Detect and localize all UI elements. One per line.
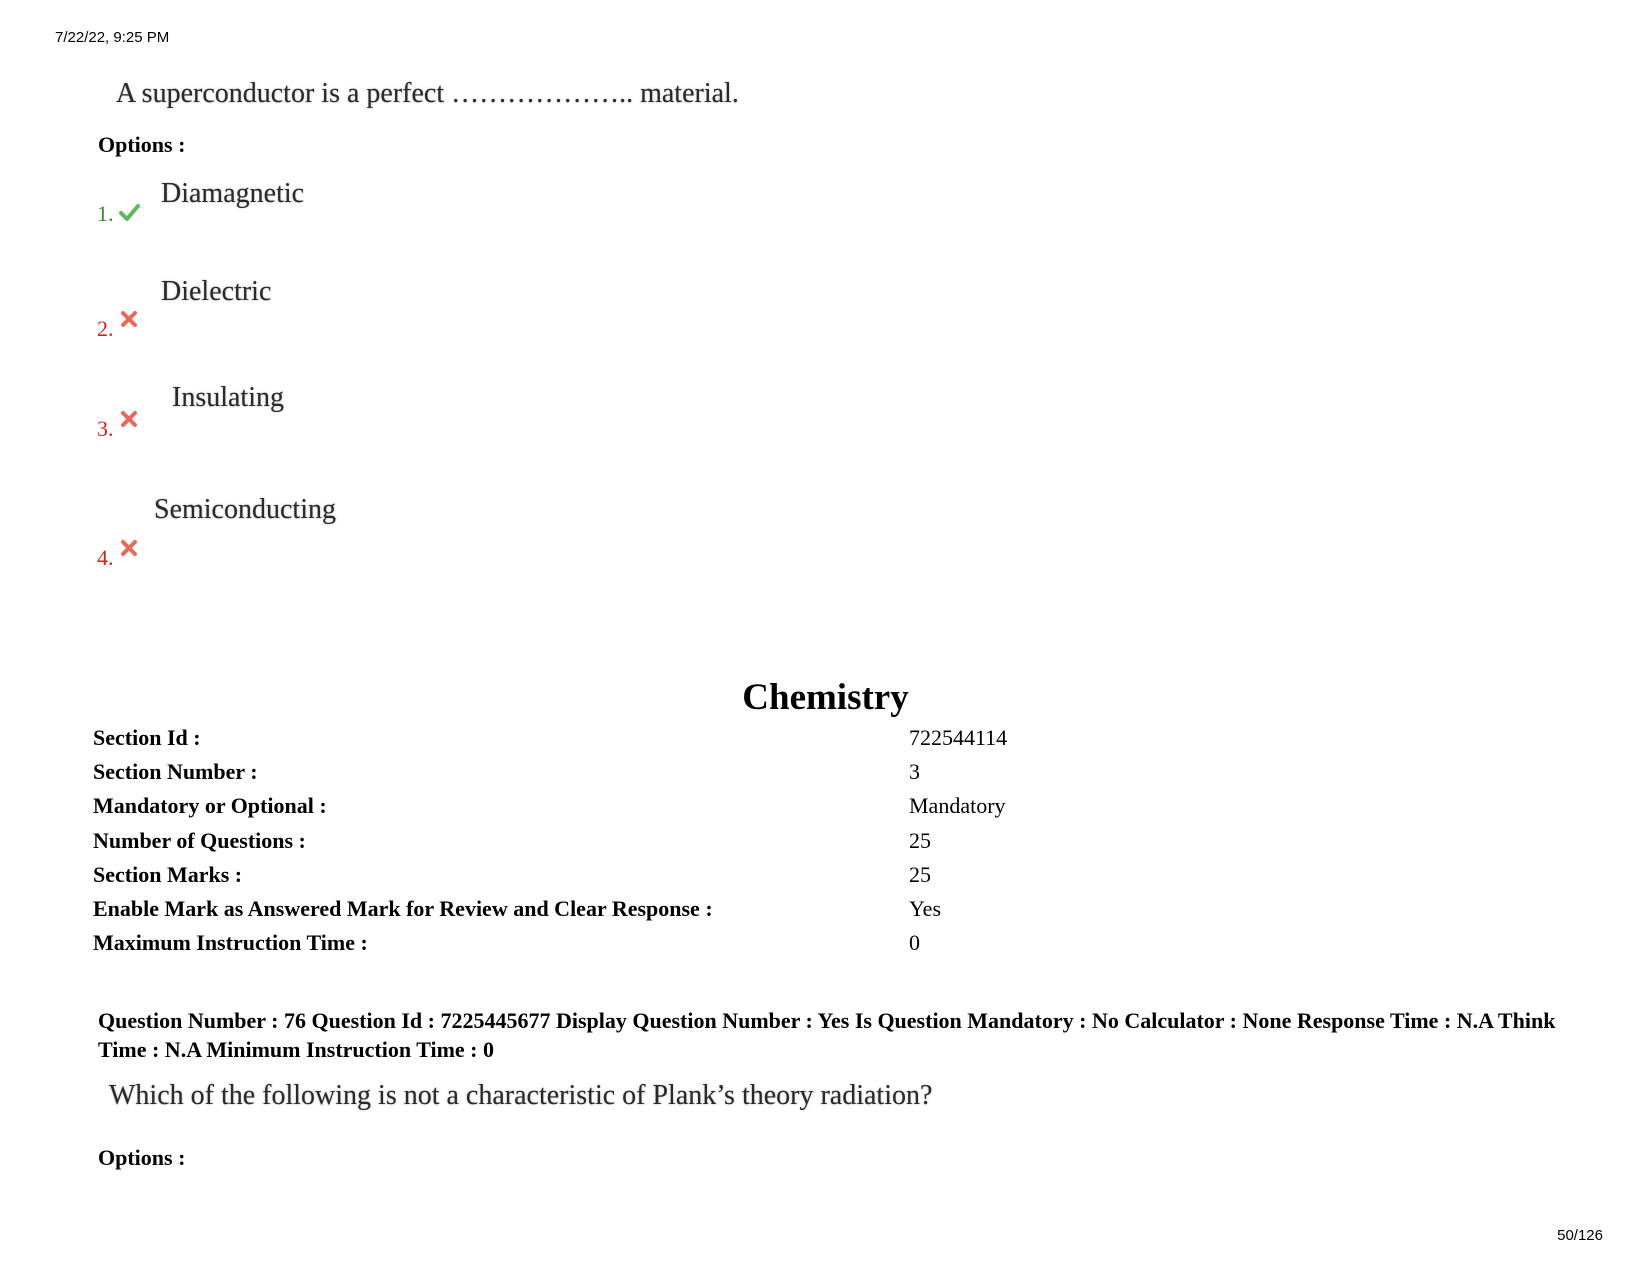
cross-icon [118, 537, 140, 559]
enable-mark-label: Enable Mark as Answered Mark for Review and Clear Response : [93, 896, 713, 921]
section-number-value: 3 [909, 759, 920, 784]
option-4 [97, 537, 140, 571]
option-1 [97, 201, 140, 227]
section-id-value: 722544114 [909, 725, 1008, 750]
option-number: 3. [97, 416, 114, 441]
mandatory-value: Mandatory [909, 793, 1006, 818]
cross-icon [118, 408, 140, 430]
option-2 [97, 308, 140, 342]
options-label: Options : [98, 1145, 186, 1170]
section-marks-label: Section Marks : [93, 862, 243, 887]
question-count-value: 25 [909, 828, 931, 853]
question-text: A superconductor is a perfect ……………….. material. [116, 78, 739, 109]
question-count-label: Number of Questions : [93, 828, 306, 853]
print-datetime: 7/22/22, 9:25 PM [55, 29, 170, 46]
option-number: 2. [97, 316, 114, 341]
enable-mark-value: Yes [909, 896, 942, 921]
option-number: 4. [97, 545, 114, 570]
section-id-label: Section Id : [93, 725, 201, 750]
section-title: Chemistry [742, 677, 909, 718]
max-instruction-time-value: 0 [909, 930, 920, 955]
page-number: 50/126 [1557, 1227, 1603, 1244]
option-text: Diamagnetic [161, 178, 305, 209]
option-3 [97, 408, 140, 442]
option-text: Insulating [172, 382, 284, 413]
option-text: Semiconducting [154, 494, 336, 525]
section-number-label: Section Number : [93, 759, 258, 784]
question-meta: Question Number : 76 Question Id : 7225445677 Display Question Number : Yes Is Question Mandatory : No Calculator : None Response Time : N.A Think Time : N.A Minimum Instruction Time : 0 [98, 1008, 1556, 1062]
options-label: Options : [98, 132, 186, 157]
option-text: Dielectric [161, 276, 272, 307]
check-icon [118, 201, 140, 223]
section-marks-value: 25 [909, 862, 931, 887]
max-instruction-time-label: Maximum Instruction Time : [93, 930, 368, 955]
option-number: 1. [97, 201, 114, 226]
cross-icon [118, 308, 140, 330]
mandatory-label: Mandatory or Optional : [93, 793, 327, 818]
question-text: Which of the following is not a characteristic of Plank’s theory radiation? [109, 1080, 933, 1111]
